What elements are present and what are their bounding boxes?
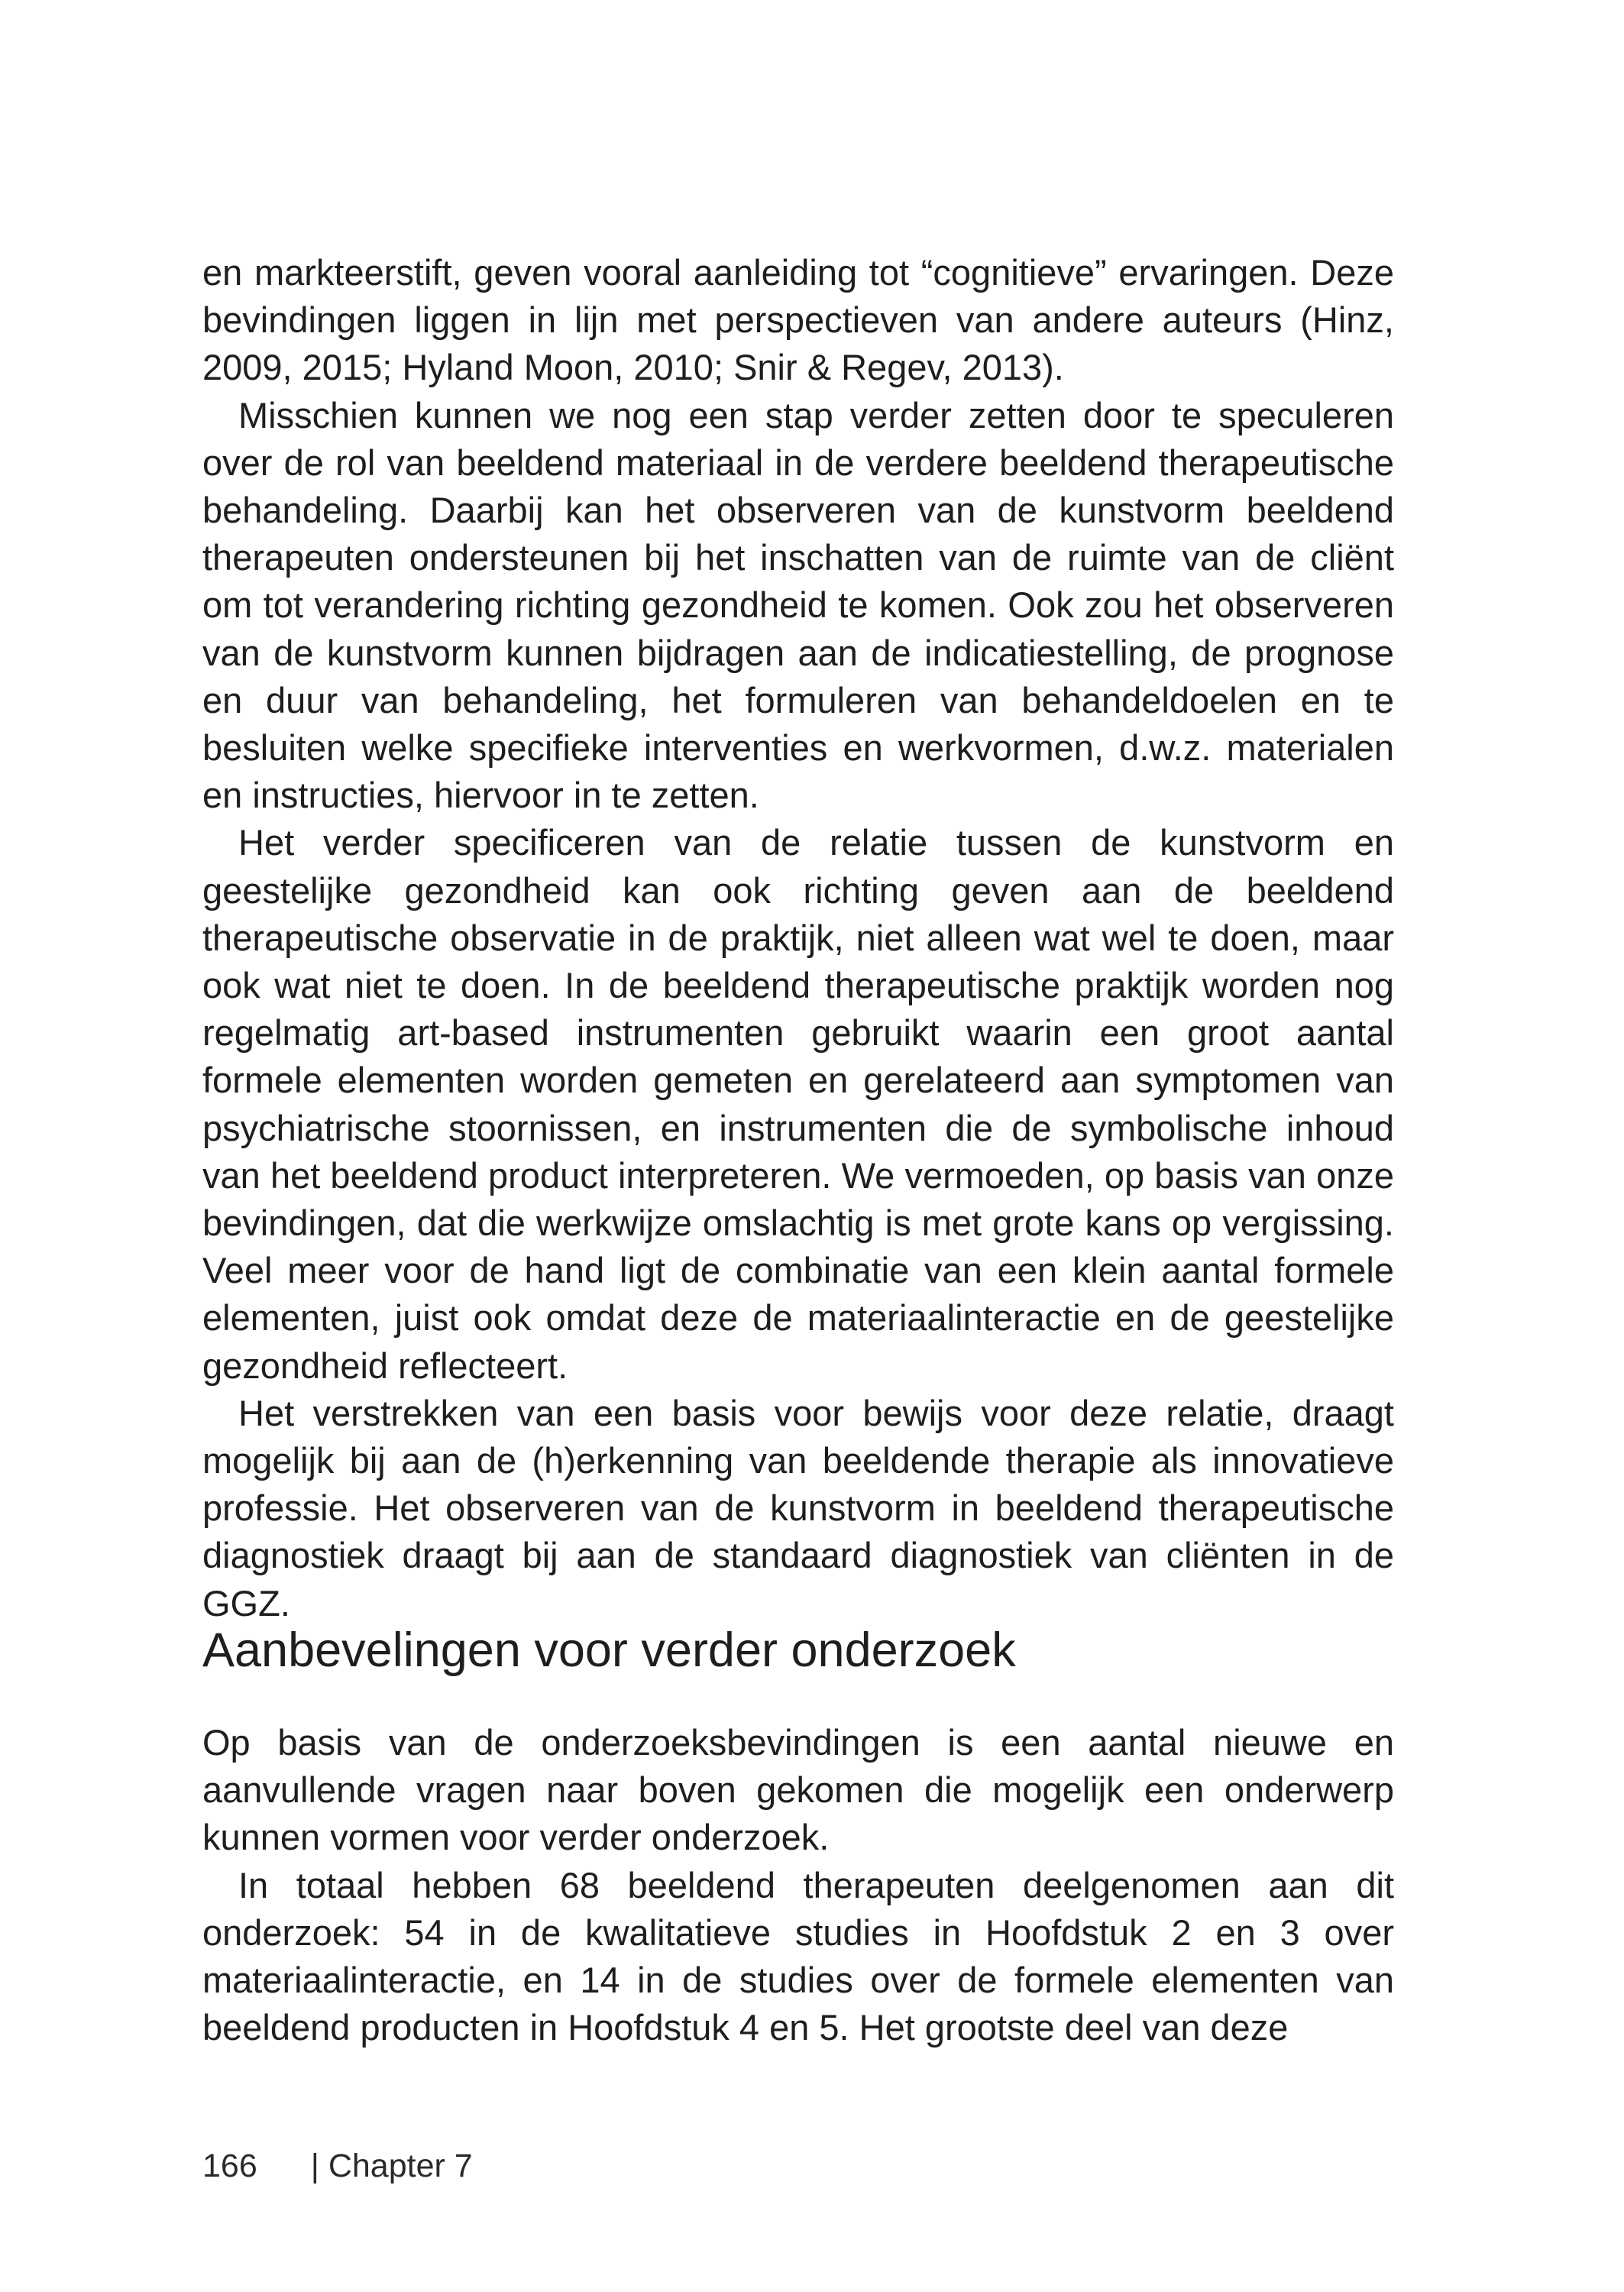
section-heading: Aanbevelingen voor verder onderzoek <box>202 1624 1016 1677</box>
paragraph: In totaal hebben 68 beeldend therapeuten deelgenomen aan dit onderzoek: 54 in de kwalitatieve studies in Hoofdstuk 2 en 3 over materiaalinteractie, en 14 in de studies over de formele elementen van beeldend producten in Hoofdstuk 4 en 5. Het grootste deel van deze <box>202 1864 1394 2048</box>
body-text-top <box>202 249 1394 1627</box>
paragraph: Het verder specificeren van de relatie tussen de kunstvorm en geestelijke gezondheid kan ook richting geven aan de beeldend therapeutische observatie in de praktijk, niet alleen wat wel te doen, maar ook wat niet te doen. In de beeldend therapeutische praktijk worden nog regelmatig art-based instrumenten gebruikt waarin een groot aantal formele elementen worden gemeten en gerelateerd aan symptomen van psychiatrische stoornissen, en instrumenten die de symbolische inhoud van het beeldend product interpreteren. We vermoeden, op basis van onze bevindingen, dat die werkwijze omslachtig is met grote kans op vergissing. Veel meer voor de hand ligt de combinatie van een klein aantal formele elementen, juist ook omdat deze de materiaalinteractie en de geestelijke gezondheid reflecteert. <box>202 822 1394 1386</box>
chapter-label: | Chapter 7 <box>310 2148 473 2184</box>
paragraph: Het verstrekken van een basis voor bewijs voor deze relatie, draagt mogelijk bij aan de (h)erkenning van beeldende therapie als innovatieve professie. Het observeren van de kunstvorm in beeldend therapeutische diagnostiek draagt bij aan de standaard diagnostiek van cliënten in de GGZ. <box>202 1392 1394 1624</box>
paragraph-continuation: en markteerstift, geven vooral aanleiding tot “cognitieve” ervaringen. Deze bevindingen liggen in lijn met perspectieven van andere auteurs (Hinz, 2009, 2015; Hyland Moon, 2010; Snir & Regev, 2013). <box>202 252 1394 388</box>
body-text-bottom <box>202 1719 1394 2051</box>
paragraph: Op basis van de onderzoeksbevindingen is een aantal nieuwe en aanvullende vragen naar boven gekomen die mogelijk een onderwerp kunnen vormen voor verder onderzoek. <box>202 1722 1394 1858</box>
page-number: 166 <box>202 2148 257 2184</box>
paragraph: Misschien kunnen we nog een stap verder zetten door te speculeren over de rol van beeldend materiaal in de verdere beeldend therapeutische behandeling. Daarbij kan het observeren van de kunstvorm beeldend therapeuten ondersteunen bij het inschatten van de ruimte van de cliënt om tot verandering richting gezondheid te komen. Ook zou het observeren van de kunstvorm kunnen bijdragen aan de indicatiestelling, de prognose en duur van behandeling, het formuleren van behandeldoelen en te besluiten welke specifieke interventies en werkvormen, d.w.z. materialen en instructies, hiervoor in te zetten. <box>202 394 1394 816</box>
page-footer <box>202 2145 473 2187</box>
